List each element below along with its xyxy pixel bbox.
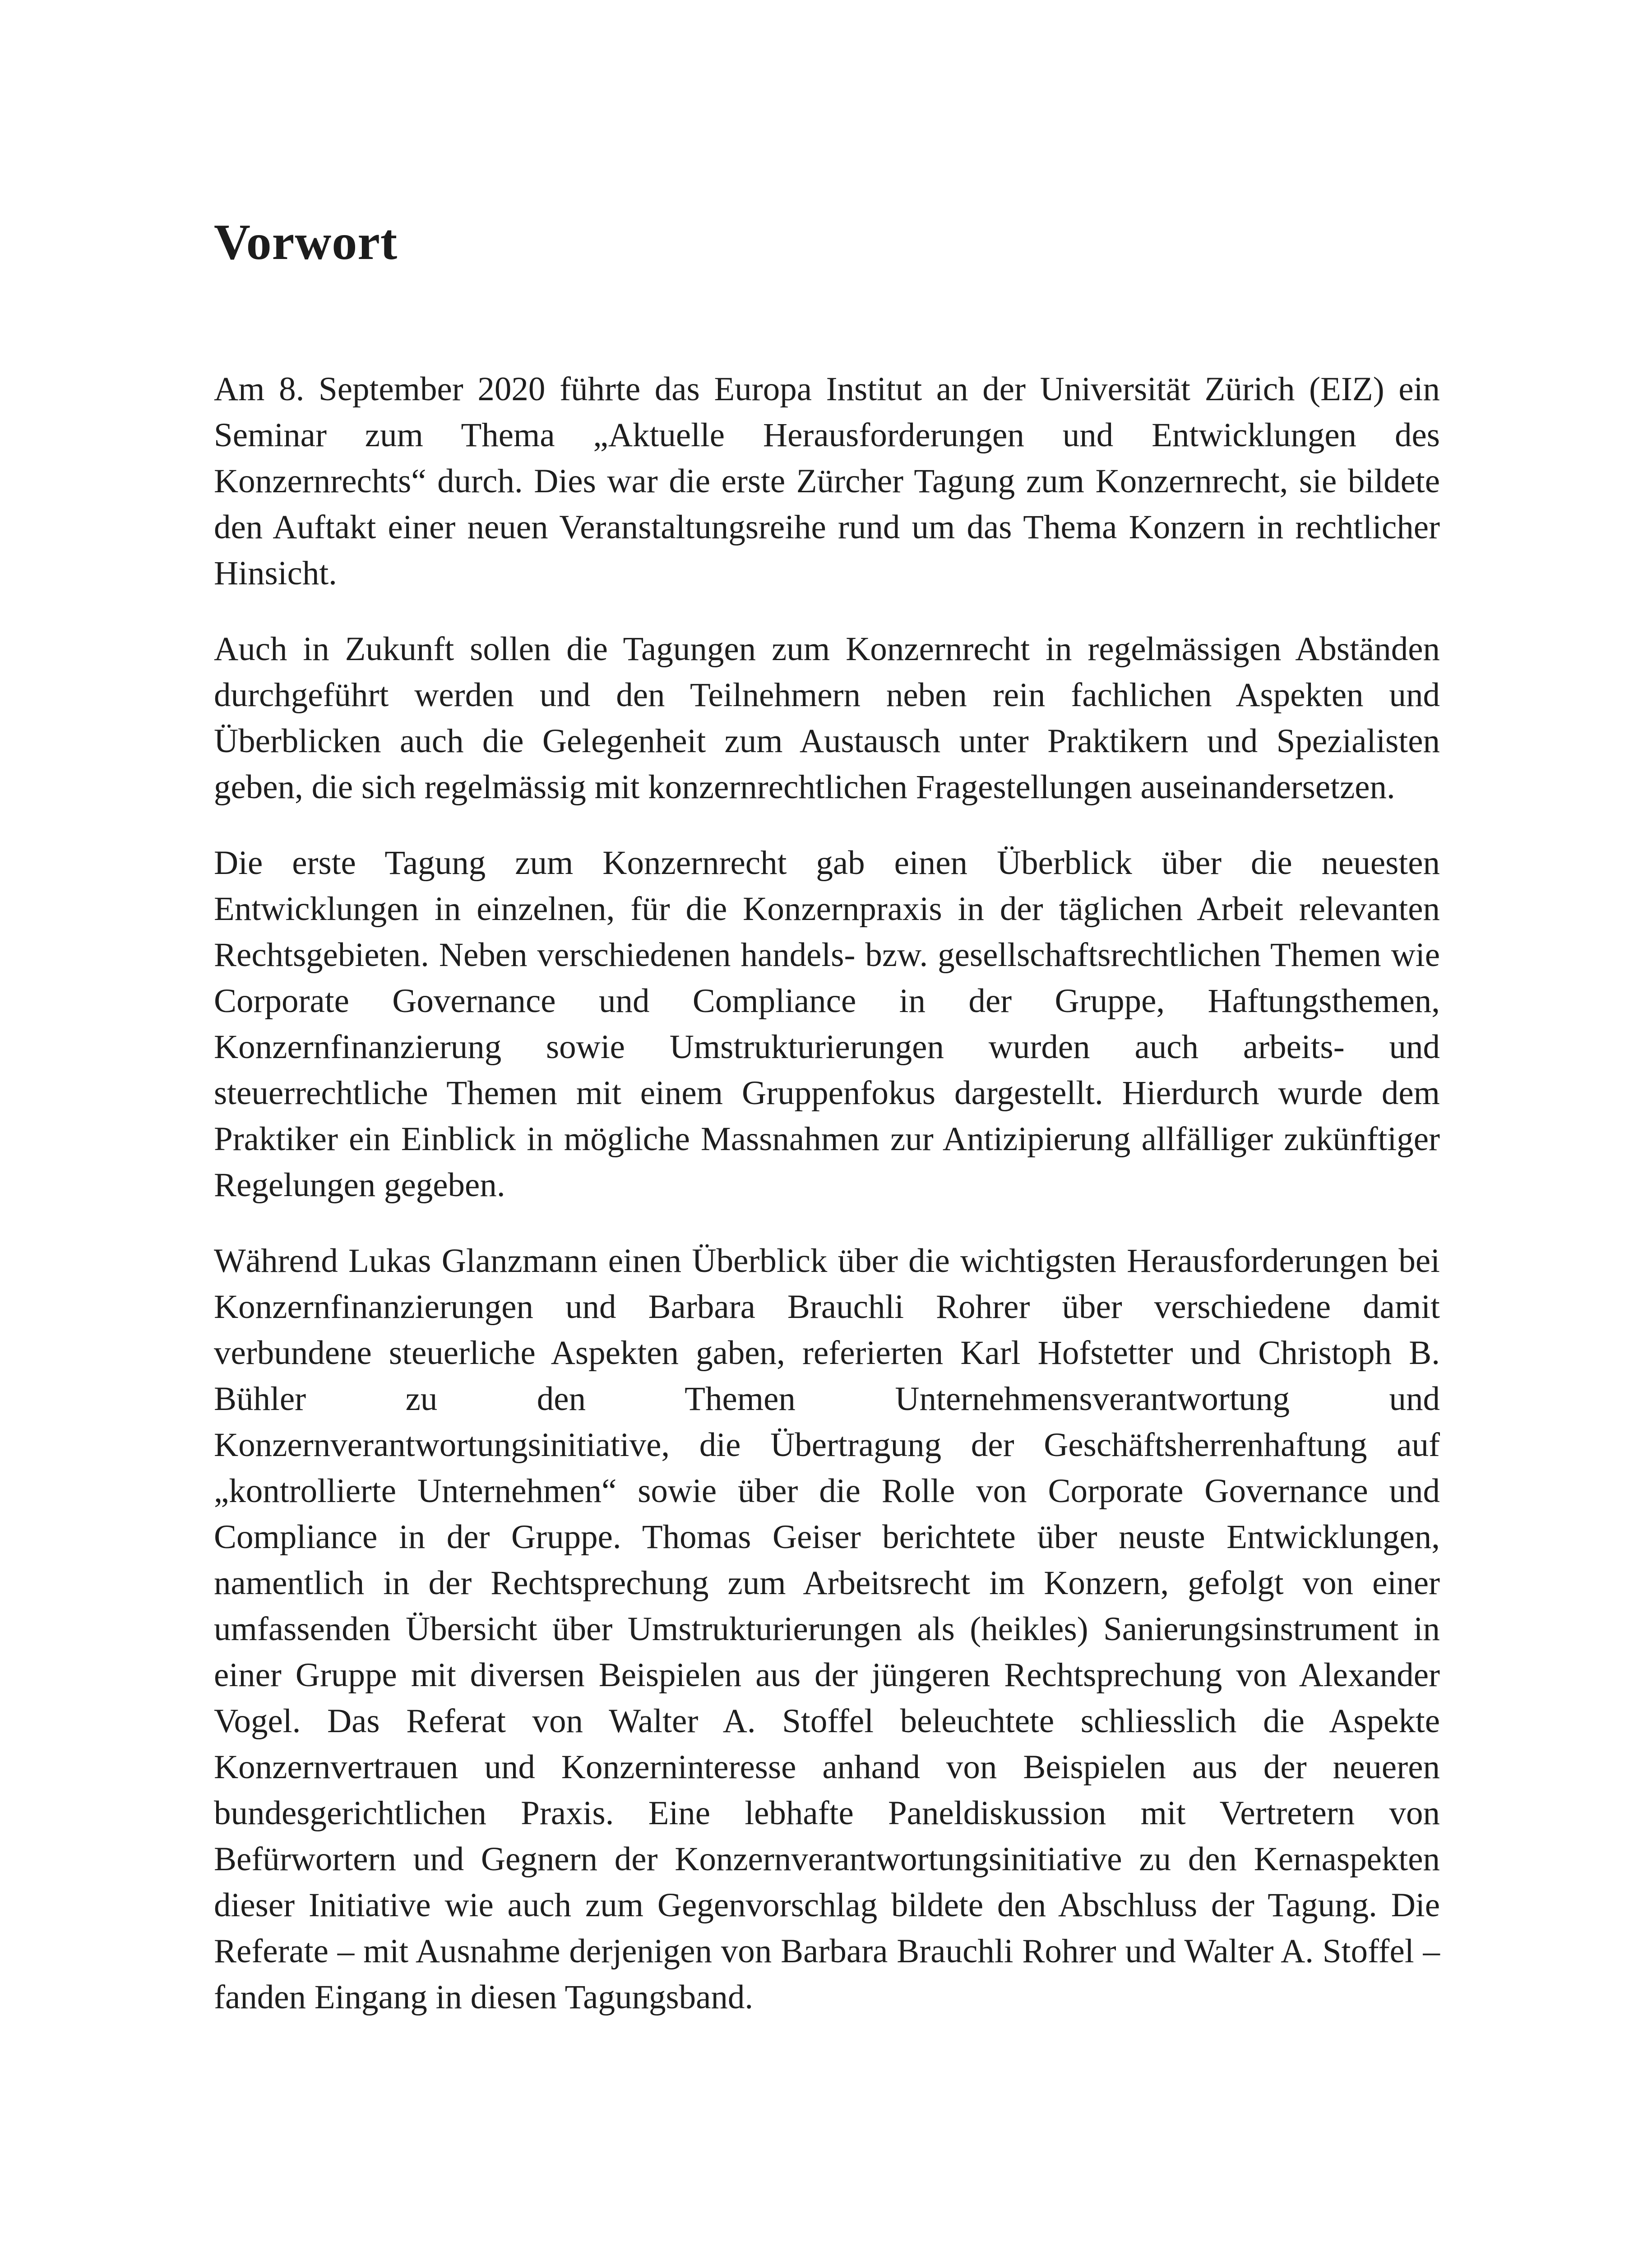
paragraph-4: Während Lukas Glanzmann einen Überblick über die wichtigsten Herausforderungen bei Konzernfinanzierungen und Barbara Brauchli Rohrer über verschiedene damit verbundene steuerliche Aspekten gaben, referierten Karl Hofstetter und Christoph B. Bühler zu den Themen Unternehmensverantwortung und Konzernverantwortungsinitiative, die Übertragung der Geschäftsherrenhaftung auf „kontrollierte Unternehmen“ sowie über die Rolle von Corporate Governance und Compliance in der Gruppe. Thomas Geiser berichtete über neuste Entwicklungen, namentlich in der Rechtsprechung zum Arbeitsrecht im Konzern, gefolgt von einer umfassenden Übersicht über Umstrukturierungen als (heikles) Sanierungsinstrument in einer Gruppe mit diversen Beispielen aus der jüngeren Rechtsprechung von Alexander Vogel. Das Referat von Walter A. Stoffel beleuchtete schliesslich die Aspekte Konzernvertrauen und Konzerninteresse anhand von Beispielen aus der neueren bundesgerichtlichen Praxis. Eine lebhafte Paneldiskussion mit Vertretern von Befürwortern und Gegnern der Konzernverantwortungsinitiative zu den Kernaspekten dieser Initiative wie auch zum Gegenvorschlag bildete den Abschluss der Tagung. Die Referate – mit Ausnahme derjenigen von Barbara Brauchli Rohrer und Walter A. Stoffel – fanden Eingang in diesen Tagungsband. — [214, 1242, 1440, 2016]
paragraph-2: Auch in Zukunft sollen die Tagungen zum Konzernrecht in regelmässigen Abständen durchgeführt werden und den Teilnehmern neben rein fachlichen Aspekten und Überblicken auch die Gelegenheit zum Austausch unter Praktikern und Spezialisten geben, die sich regelmässig mit konzernrechtlichen Fragestellungen auseinandersetzen. — [214, 630, 1440, 806]
paragraph-1: Am 8. September 2020 führte das Europa Institut an der Universität Zürich (EIZ) ein Seminar zum Thema „Aktuelle Herausforderungen und Entwicklungen des Konzernrechts“ durch. Dies war die erste Zürcher Tagung zum Konzernrecht, sie bildete den Auftakt einer neuen Veranstaltungsreihe rund um das Thema Konzern in rechtlicher Hinsicht. — [214, 370, 1440, 592]
body-text — [214, 366, 1440, 2020]
paragraph-3: Die erste Tagung zum Konzernrecht gab einen Überblick über die neuesten Entwicklungen in einzelnen, für die Konzernpraxis in der täglichen Arbeit relevanten Rechtsgebieten. Neben verschiedenen handels- bzw. gesellschaftsrechtlichen Themen wie Corporate Governance und Compliance in der Gruppe, Haftungsthemen, Konzernfinanzierung sowie Umstrukturierungen wurden auch arbeits- und steuerrechtliche Themen mit einem Gruppenfokus dargestellt. Hierdurch wurde dem Praktiker ein Einblick in mögliche Massnahmen zur Antizipierung allfälliger zukünftiger Regelungen gegeben. — [214, 844, 1440, 1204]
page-title: Vorwort — [214, 214, 398, 270]
